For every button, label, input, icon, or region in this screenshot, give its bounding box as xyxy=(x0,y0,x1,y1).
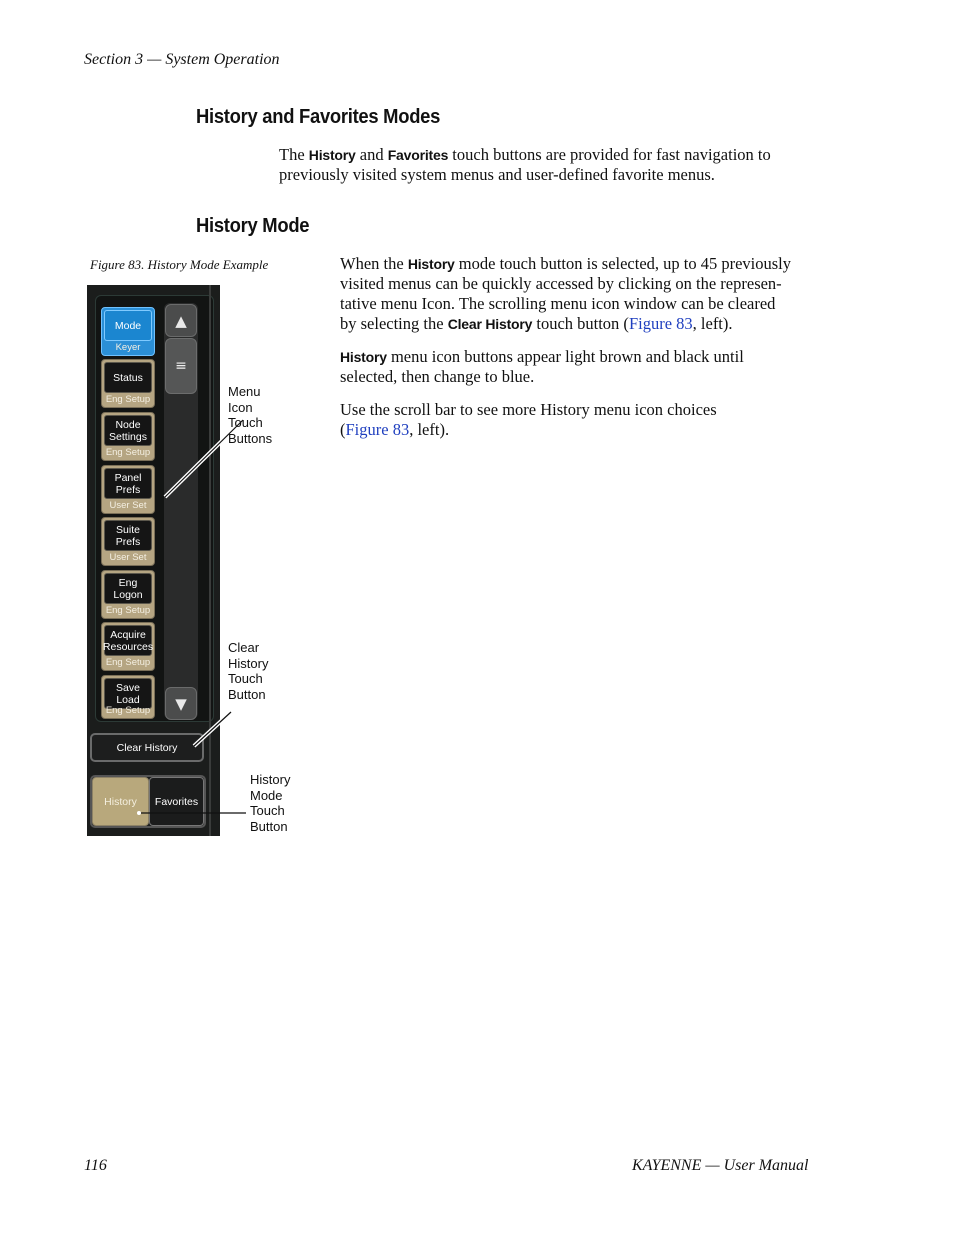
menu-button-subtitle: Eng Setup xyxy=(105,447,151,458)
figure-83-link[interactable]: Figure 83 xyxy=(345,420,410,439)
callout-line: History xyxy=(228,655,269,671)
text: by selecting the xyxy=(340,314,448,333)
menu-button-title: Eng Logon xyxy=(104,573,152,604)
p2-line-2: selected, then change to blue. xyxy=(340,367,535,386)
p1-line-3: tative menu Icon. The scrolling menu icon window can be cleared xyxy=(340,294,776,313)
callout-line: Clear xyxy=(228,640,260,655)
callout-line: Mode xyxy=(250,787,283,803)
text: When the xyxy=(340,254,408,273)
figure-caption: Figure 83. History Mode Example xyxy=(90,257,269,272)
keyword-history: History xyxy=(340,349,387,365)
favorites-mode-button[interactable]: Favorites xyxy=(149,777,204,826)
callout-line: Icon xyxy=(228,399,253,415)
keyword-favorites: Favorites xyxy=(387,147,449,163)
running-header: Section 3 — System Operation xyxy=(84,51,280,68)
text: , left). xyxy=(692,314,733,333)
menu-button-title: Suite Prefs xyxy=(104,520,152,551)
history-mode-button[interactable]: History xyxy=(92,777,149,826)
chevron-up-icon: ▲ xyxy=(175,311,187,330)
history-mode-leader-dot xyxy=(137,811,141,815)
menu-button-subtitle: Keyer xyxy=(115,342,141,353)
callout-line: Touch xyxy=(228,671,263,687)
chevron-down-icon: ▼ xyxy=(175,694,187,713)
menu-button-title: Node Settings xyxy=(104,415,152,446)
keyword-clear-history: Clear History xyxy=(447,316,533,332)
callout-clear-history-touch-button xyxy=(228,640,268,702)
menu-button-subtitle: Eng Setup xyxy=(105,657,151,668)
p3-line-1: Use the scroll bar to see more History menu icon choices xyxy=(340,400,717,419)
text: ( xyxy=(340,420,346,439)
menu-button-title: Panel Prefs xyxy=(104,468,152,499)
text: touch buttons are provided for fast navigation to xyxy=(448,145,771,164)
text: , left). xyxy=(409,420,450,439)
callout-line: History xyxy=(250,772,291,787)
intro-line-2: previously visited system menus and user-defined favorite menus. xyxy=(279,165,715,184)
callout-line: Button xyxy=(250,818,288,834)
footer-title: KAYENNE — User Manual xyxy=(632,1157,809,1174)
callout-history-mode-touch-button xyxy=(250,772,290,834)
text: touch button ( xyxy=(532,314,629,333)
menu-button-title: Status xyxy=(104,362,152,393)
callout-line: Button xyxy=(228,686,266,702)
menu-button-subtitle: Eng Setup xyxy=(105,605,151,616)
text: menu icon buttons appear light brown and black until xyxy=(386,347,744,366)
callout-menu-icon-touch-buttons xyxy=(228,384,272,446)
menu-button-title: Save Load xyxy=(104,678,152,709)
figure-83-link[interactable]: Figure 83 xyxy=(628,314,693,333)
p1-line-2: visited menus can be quickly accessed by clicking on the represen- xyxy=(340,274,782,293)
text: mode touch button is selected, up to 45 previously xyxy=(454,254,792,273)
text: The xyxy=(279,145,309,164)
clear-history-button[interactable]: Clear History xyxy=(90,733,204,762)
text: and xyxy=(355,145,388,164)
callout-line: Menu xyxy=(228,384,261,399)
section-heading-history-mode: History Mode xyxy=(196,215,310,237)
menu-button-subtitle: User Set xyxy=(109,552,147,563)
menu-button-subtitle: Eng Setup xyxy=(105,394,151,405)
keyword-history: History xyxy=(407,256,455,272)
menu-button-title: Mode xyxy=(104,310,152,341)
grip-icon: ≡ xyxy=(175,358,187,374)
menu-button-title: Acquire Resources xyxy=(104,625,152,656)
section-heading-history-favorites: History and Favorites Modes xyxy=(196,106,441,128)
callout-line: Buttons xyxy=(228,430,273,446)
menu-button-subtitle: Eng Setup xyxy=(105,705,151,716)
callout-line: Touch xyxy=(228,415,263,431)
keyword-history: History xyxy=(308,147,356,163)
clear-history-leader-line xyxy=(194,712,231,746)
callout-line: Touch xyxy=(250,803,285,819)
menu-button-subtitle: User Set xyxy=(109,500,147,511)
page-number: 116 xyxy=(84,1157,107,1174)
